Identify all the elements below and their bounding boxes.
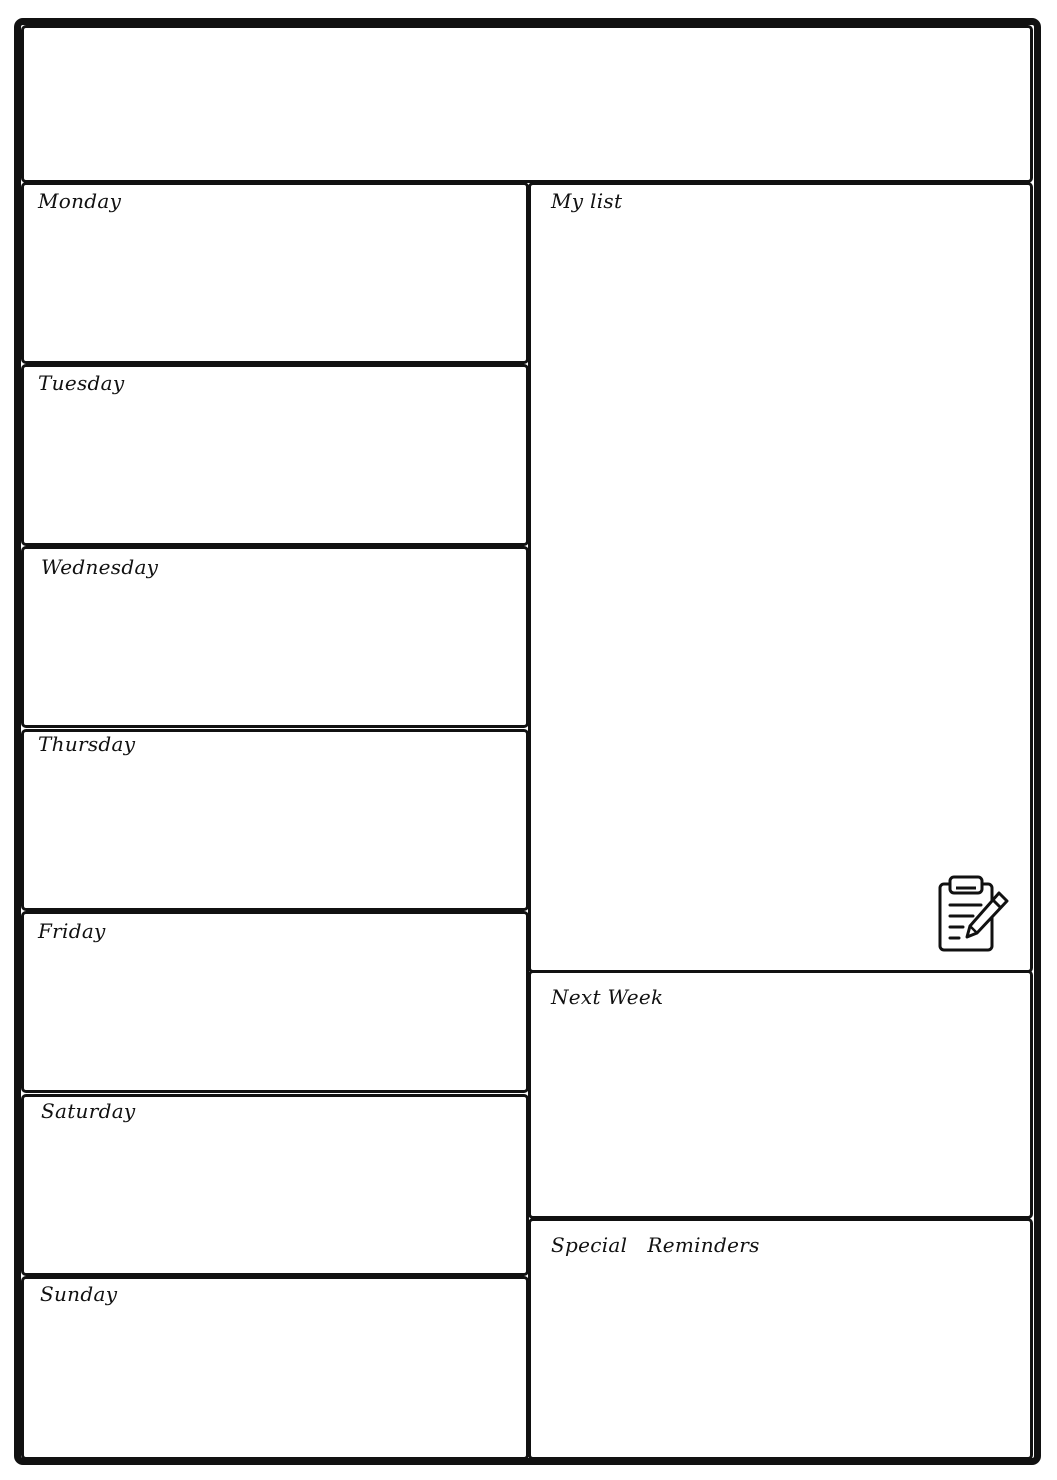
clipboard-pencil-icon — [935, 875, 1015, 957]
next-week-label: Next Week — [551, 985, 664, 1009]
day-box-saturday[interactable] — [21, 1094, 529, 1276]
day-label-friday: Friday — [38, 919, 106, 943]
day-label-sunday: Sunday — [40, 1282, 118, 1306]
special-reminders-label: Special Reminders — [551, 1233, 760, 1257]
day-box-monday[interactable] — [21, 182, 529, 364]
day-label-wednesday: Wednesday — [41, 555, 159, 579]
day-box-thursday[interactable] — [21, 729, 529, 911]
day-label-thursday: Thursday — [38, 732, 136, 756]
day-label-saturday: Saturday — [41, 1099, 136, 1123]
my-list-label: My list — [551, 189, 623, 213]
title-area[interactable] — [21, 25, 1033, 183]
day-label-tuesday: Tuesday — [38, 371, 125, 395]
day-box-tuesday[interactable] — [21, 364, 529, 546]
next-week-box[interactable] — [528, 970, 1033, 1219]
day-label-monday: Monday — [38, 189, 122, 213]
my-list-box[interactable] — [528, 182, 1033, 973]
day-box-sunday[interactable] — [21, 1276, 529, 1460]
day-box-friday[interactable] — [21, 911, 529, 1093]
day-box-wednesday[interactable] — [21, 546, 529, 728]
special-reminders-box[interactable] — [528, 1218, 1033, 1460]
